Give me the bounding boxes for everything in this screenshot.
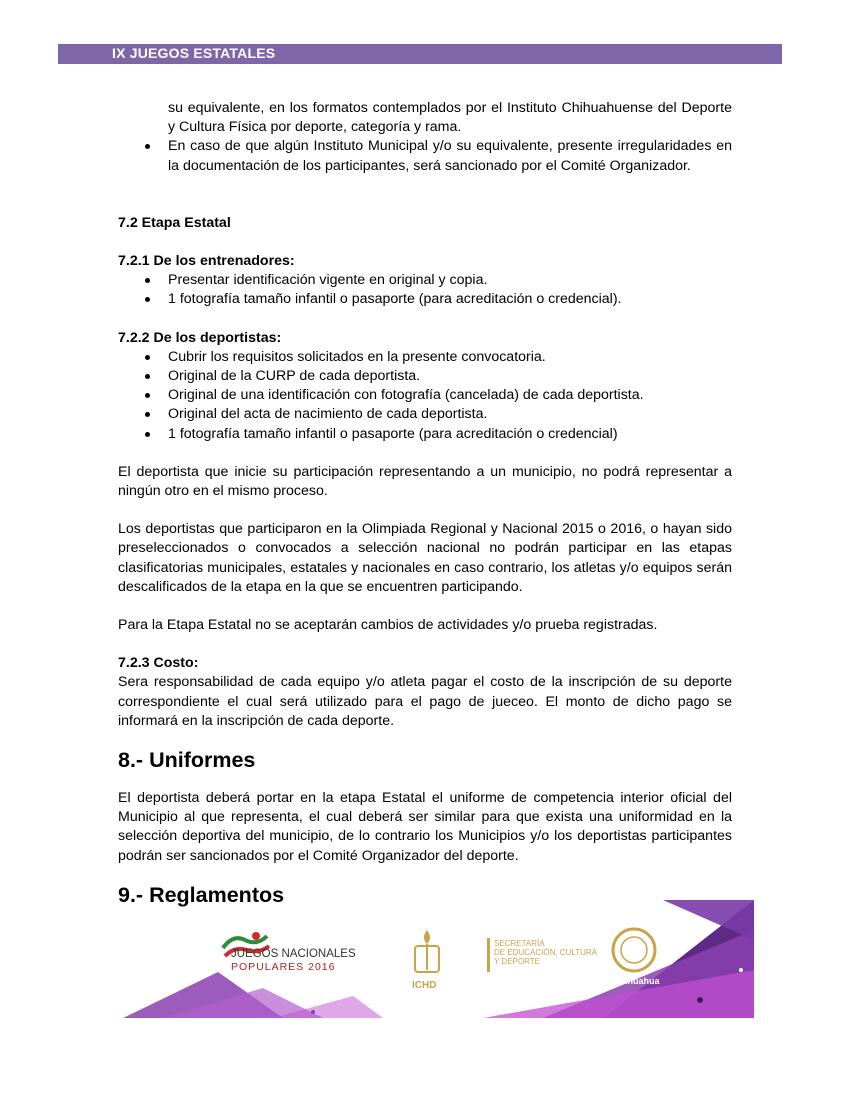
logo4-text: Chihuahua	[613, 976, 660, 986]
section-7-2-3-title: 7.2.3 Costo:	[118, 655, 199, 672]
section-8-heading: 8.- Uniformes	[118, 748, 256, 773]
paragraph-no-changes: Para la Etapa Estatal no se aceptarán cambios de actividades y/o prueba registradas.	[118, 617, 658, 634]
footer-banner	[123, 900, 754, 1018]
header-bar	[58, 44, 782, 64]
logo1-line1: JUEGOS NACIONALES	[231, 948, 356, 960]
logo-head	[252, 932, 260, 940]
section-7-2-2-title: 7.2.2 De los deportistas:	[118, 329, 282, 346]
continued-paragraph: su equivalente, en los formatos contemplados por el Instituto Chihuahuense del Deporte y Cultura Física por deporte, categoría y rama.	[168, 100, 732, 136]
document-body	[118, 99, 732, 908]
paragraph-single-municipality: El deportista que inicie su participación representando a un municipio, no podrá representar a ningún otro en el mismo proceso.	[118, 463, 732, 500]
logo3-line2: DE EDUCACIÓN, CULTURA	[494, 948, 597, 957]
trainers-list	[118, 271, 732, 309]
list-item: Original de la CURP de cada deportista.	[118, 367, 732, 386]
flame-icon	[424, 930, 430, 944]
list-item: 1 fotografía tamaño infantil o pasaporte (para acreditación o credencial).	[118, 290, 732, 309]
logo3-bar	[487, 938, 490, 972]
section-7-2-1-title: 7.2.1 De los entrenadores:	[118, 253, 295, 270]
seal-inner	[621, 937, 647, 963]
section-9-heading: 9.- Reglamentos	[118, 882, 285, 907]
decor-dot	[311, 1010, 315, 1014]
seal-ring	[613, 929, 655, 971]
logo3-line3: Y DEPORTE	[494, 957, 540, 966]
ichd-logo	[412, 930, 439, 991]
list-item: 1 fotografía tamaño infantil o pasaporte (para acreditación o credencial)	[118, 425, 732, 444]
juegos-nacionales-logo	[223, 932, 356, 973]
secretaria-logo	[487, 938, 598, 972]
list-item: Original del acta de nacimiento de cada deportista.	[118, 405, 732, 424]
footer-graphic	[123, 900, 754, 1018]
logo-swoosh-green	[223, 936, 267, 948]
continued-bullet-list	[118, 137, 732, 175]
section-7-2-title: 7.2 Etapa Estatal	[118, 214, 231, 231]
decor-dot	[697, 997, 703, 1003]
athletes-list	[118, 348, 732, 444]
paragraph-preselected-athletes: Los deportistas que participaron en la Olimpiada Regional y Nacional 2015 o 2016, o hayan sido preseleccionados o convocados a selección nacional no podrán participar en las etapas clasificatorias municipales, estatales y nacionales en caso contrario, los atletas y/o equipos serán descalificados de la etapa en la que se encuentren participando.	[118, 521, 732, 595]
decor-dot	[739, 968, 743, 972]
logo2-text: ICHD	[412, 980, 437, 991]
cost-paragraph: Sera responsabilidad de cada equipo y/o atleta pagar el costo de la inscripción de su deporte correspondiente el cual será utilizado para el pago de jueceo. El monto de dicho pago se informará en la inscripción de cada deporte.	[118, 674, 732, 729]
header-title: IX JUEGOS ESTATALES	[112, 45, 276, 61]
chihuahua-logo	[613, 929, 660, 986]
logo3-line1: SECRETARÍA	[494, 939, 545, 948]
list-item: Cubrir los requisitos solicitados en la presente convocatoria.	[118, 348, 732, 367]
logo1-line2: POPULARES 2016	[231, 961, 336, 973]
list-item: En caso de que algún Instituto Municipal y/o su equivalente, presente irregularidades en la documentación de los participantes, será sancionado por el Comité Organizador.	[118, 137, 732, 175]
list-item: Presentar identificación vigente en original y copia.	[118, 271, 732, 290]
uniforms-paragraph: El deportista deberá portar en la etapa Estatal el uniforme de competencia interior oficial del Municipio al que representa, el cual deberá ser similar para que exista una uniformidad en la selección deportiva del municipio, de lo contrario los Municipios y/o los deportistas participantes podrán ser sancionados por el Comité Organizador del deporte.	[118, 790, 732, 864]
list-item: Original de una identificación con fotografía (cancelada) de cada deportista.	[118, 386, 732, 405]
